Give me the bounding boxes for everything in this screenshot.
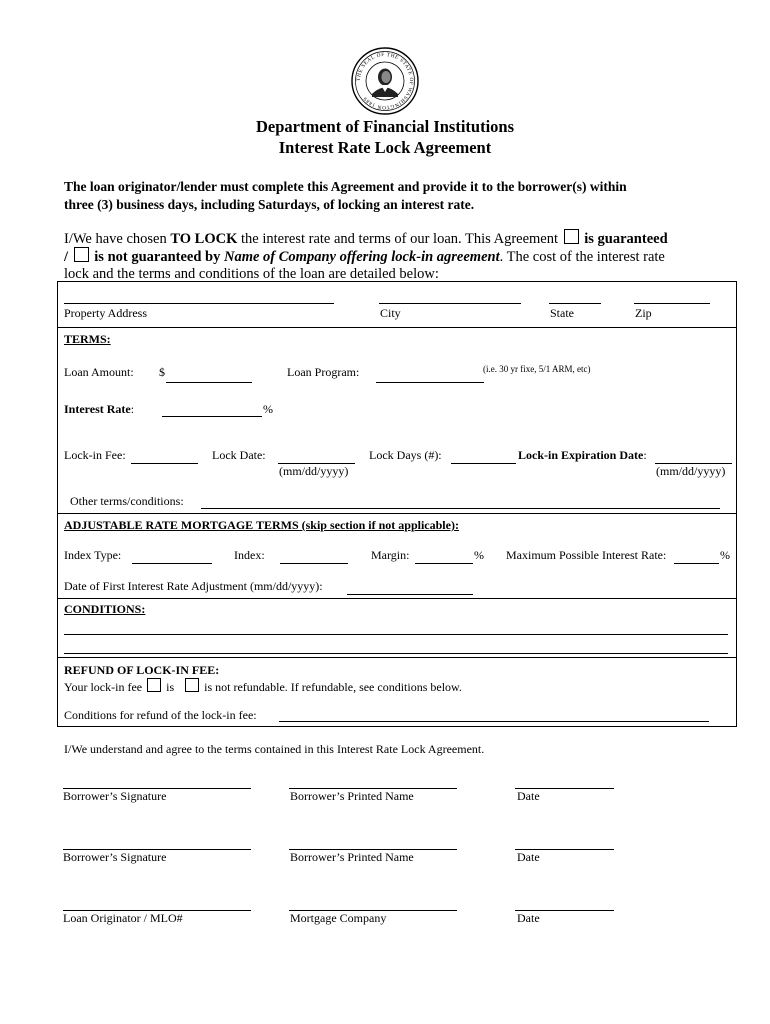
loan-amount-label: Loan Amount:: [64, 365, 134, 379]
borrower-signature-label: Borrower’s Signature: [63, 789, 167, 803]
loan-program-line[interactable]: [376, 382, 484, 383]
intro-line-2: three (3) business days, including Saturdays, of locking an interest rate.: [64, 197, 475, 212]
expiration-date-label: Lock-in Expiration Date:: [518, 448, 647, 462]
refundable-checkbox[interactable]: [147, 678, 161, 692]
first-adjustment-line[interactable]: [347, 594, 473, 595]
mortgage-company-label: Mortgage Company: [290, 911, 387, 925]
margin-line[interactable]: [415, 563, 473, 564]
interest-rate-percent: %: [263, 402, 273, 416]
lock-statement-line-3: lock and the terms and conditions of the loan are detailed below:: [64, 266, 439, 282]
margin-label: Margin:: [371, 548, 410, 562]
other-terms-label: Other terms/conditions:: [70, 494, 184, 508]
interest-rate-label: Interest Rate:: [64, 402, 135, 416]
date-label: Date: [517, 850, 540, 864]
refund-section: [57, 658, 737, 727]
index-type-line[interactable]: [132, 563, 212, 564]
property-address-label: Property Address: [64, 306, 147, 320]
other-terms-line[interactable]: [201, 508, 720, 509]
lock-date-format: (mm/dd/yyyy): [279, 464, 349, 478]
loan-originator-label: Loan Originator / MLO#: [63, 911, 183, 925]
dollar-sign: $: [159, 365, 165, 379]
zip-label: Zip: [635, 306, 652, 320]
date-label: Date: [517, 789, 540, 803]
lock-days-line[interactable]: [451, 463, 516, 464]
not-guaranteed-checkbox[interactable]: [74, 247, 89, 262]
arm-section: [57, 514, 737, 599]
conditions-heading: CONDITIONS:: [64, 602, 146, 616]
not-refundable-checkbox[interactable]: [185, 678, 199, 692]
loan-amount-line[interactable]: [166, 382, 252, 383]
loan-program-label: Loan Program:: [287, 365, 360, 379]
margin-percent: %: [474, 548, 484, 562]
conditions-line-1[interactable]: [64, 634, 728, 635]
department-name: Department of Financial Institutions: [255, 117, 515, 136]
state-line[interactable]: [549, 303, 601, 304]
zip-line[interactable]: [634, 303, 710, 304]
index-label: Index:: [234, 548, 265, 562]
arm-heading: ADJUSTABLE RATE MORTGAGE TERMS (skip section if not applicable):: [64, 518, 459, 532]
guaranteed-checkbox[interactable]: [564, 229, 579, 244]
index-line[interactable]: [280, 563, 348, 564]
lock-statement-line-2: / is not guaranteed by Name of Company offering lock-in agreement. The cost of the interest rate: [64, 249, 665, 265]
max-rate-percent: %: [720, 548, 730, 562]
lock-days-label: Lock Days (#):: [369, 448, 442, 462]
terms-section: [57, 327, 737, 514]
lock-in-fee-label: Lock-in Fee:: [64, 448, 126, 462]
loan-program-hint: (i.e. 30 yr fixe, 5/1 ARM, etc): [483, 364, 591, 374]
refund-statement: Your lock-in fee is is not refundable. If refundable, see conditions below.: [64, 680, 462, 694]
property-address-line[interactable]: [64, 303, 334, 304]
borrower-signature-label: Borrower’s Signature: [63, 850, 167, 864]
expiration-date-format: (mm/dd/yyyy): [656, 464, 726, 478]
state-seal-graphic: [351, 47, 419, 115]
intro-line-1: The loan originator/lender must complete this Agreement and provide it to the borrower(s) within: [64, 179, 627, 194]
conditions-line-2[interactable]: [64, 653, 728, 654]
state-label: State: [550, 306, 574, 320]
terms-heading: TERMS:: [64, 332, 111, 346]
city-line[interactable]: [379, 303, 521, 304]
index-type-label: Index Type:: [64, 548, 122, 562]
state-seal: [351, 47, 419, 115]
refund-heading: REFUND OF LOCK-IN FEE:: [64, 663, 220, 677]
refund-conditions-label: Conditions for refund of the lock-in fee:: [64, 708, 257, 722]
max-rate-label: Maximum Possible Interest Rate:: [506, 548, 667, 562]
property-section: [57, 281, 737, 328]
city-label: City: [380, 306, 401, 320]
date-label: Date: [517, 911, 540, 925]
max-rate-line[interactable]: [674, 563, 719, 564]
lock-in-fee-line[interactable]: [131, 463, 198, 464]
lock-date-label: Lock Date:: [212, 448, 266, 462]
agreement-statement: I/We understand and agree to the terms contained in this Interest Rate Lock Agreement.: [64, 742, 485, 756]
lock-statement-line-1: I/We have chosen TO LOCK the interest rate and terms of our loan. This Agreement is guaranteed: [64, 231, 668, 247]
document-title: Interest Rate Lock Agreement: [278, 138, 492, 157]
interest-rate-line[interactable]: [162, 416, 262, 417]
refund-conditions-line[interactable]: [279, 721, 709, 722]
first-adjustment-label: Date of First Interest Rate Adjustment (mm/dd/yyyy):: [64, 579, 323, 593]
borrower-name-label: Borrower’s Printed Name: [290, 789, 414, 803]
borrower-name-label: Borrower’s Printed Name: [290, 850, 414, 864]
svg-text:THE SEAL OF THE STATE OF WASHI: THE SEAL OF THE STATE OF WASHINGTON 1889: [355, 51, 415, 111]
conditions-section: [57, 599, 737, 658]
